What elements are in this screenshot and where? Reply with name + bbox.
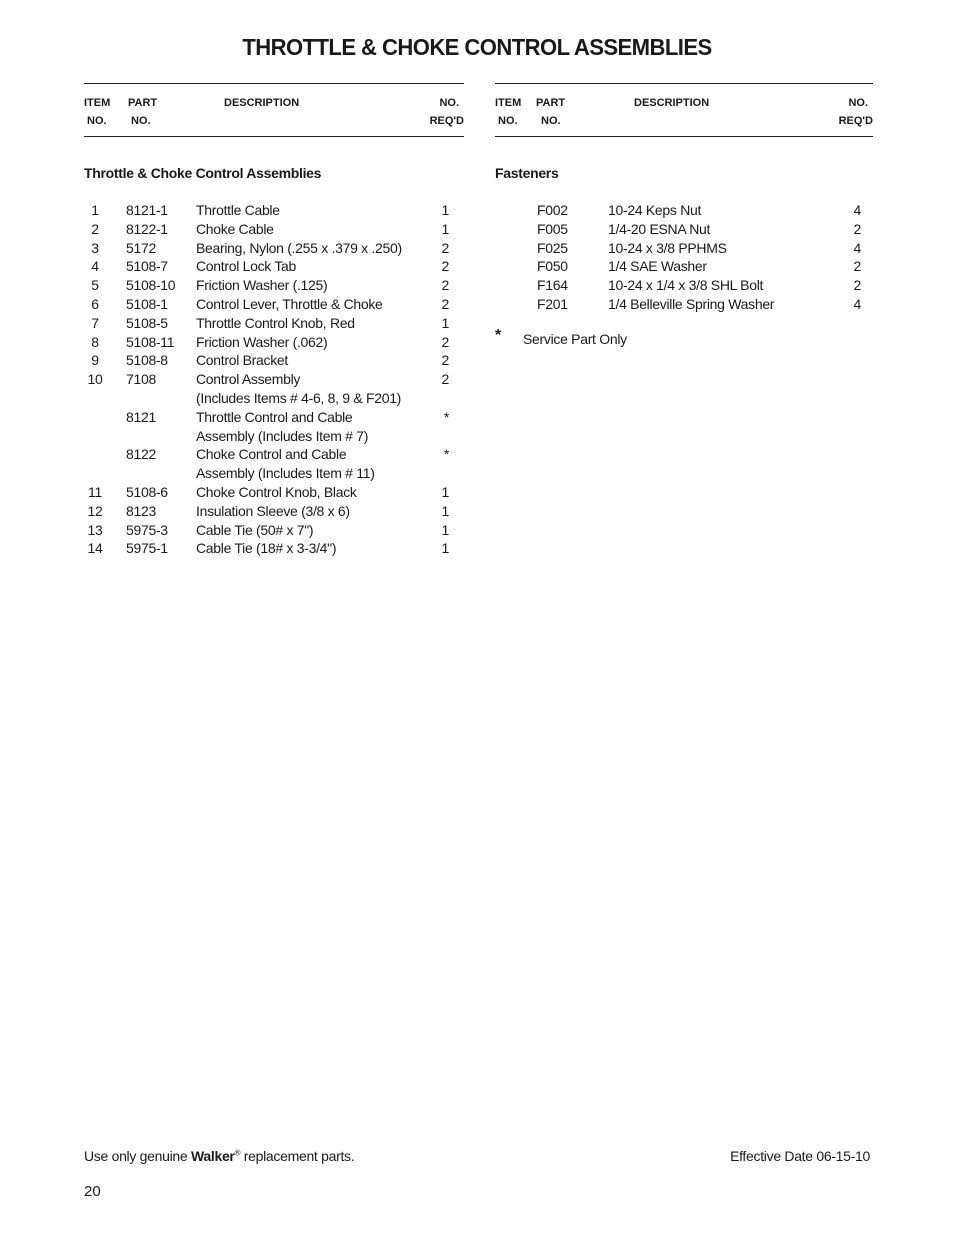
- table-row: [84, 351, 464, 370]
- part-description: [608, 239, 873, 258]
- item-number: 5: [91, 277, 99, 294]
- part-description: [196, 314, 464, 333]
- part-number: 8122-1: [126, 220, 168, 237]
- part-description: [196, 257, 464, 276]
- table-row: [84, 295, 464, 314]
- part-number: 5108-8: [126, 352, 168, 369]
- item-number: 2: [91, 220, 99, 237]
- item-number: 4: [91, 258, 99, 275]
- part-number: 7108: [126, 371, 156, 388]
- req-header-line2: REQ'D: [838, 115, 873, 127]
- description-line: Choke Control and Cable: [196, 446, 347, 463]
- quantity-required: 1: [441, 314, 449, 331]
- part-number: F002: [537, 202, 568, 218]
- part-description: [608, 220, 873, 239]
- description-line: Bearing, Nylon (.255 x .379 x .250): [196, 239, 402, 256]
- part-number: F025: [537, 239, 568, 256]
- table-row: [84, 408, 464, 446]
- part-header-line1: PART: [536, 97, 566, 109]
- effective-date: Effective Date 06-15-10: [730, 1148, 870, 1164]
- part-number: 5975-1: [126, 540, 168, 557]
- description-line: 1/4 Belleville Spring Washer: [608, 295, 775, 312]
- table-row: [84, 502, 464, 521]
- item-number: 9: [91, 352, 99, 369]
- part-description: [196, 201, 464, 220]
- part-description: [608, 201, 873, 220]
- part-number: 5108-7: [126, 258, 168, 275]
- table-row: [495, 257, 873, 276]
- quantity-required: 1: [441, 502, 449, 519]
- description-line: 1/4 SAE Washer: [608, 258, 707, 275]
- part-description: [196, 333, 464, 352]
- description-line: Friction Washer (.062): [196, 333, 328, 350]
- table-row: [84, 201, 464, 220]
- table-row: [84, 370, 464, 408]
- part-number: F164: [537, 277, 568, 294]
- item-number: 10: [87, 371, 103, 388]
- table-header: [84, 83, 464, 137]
- page-number: 20: [84, 1183, 101, 1200]
- part-number: 8123: [126, 502, 156, 519]
- description-line: (Includes Items # 4-6, 8, 9 & F201): [196, 389, 402, 406]
- quantity-required: *: [443, 446, 449, 463]
- req-header-line1: NO.: [439, 97, 459, 109]
- description-line: 10-24 x 1/4 x 3/8 SHL Bolt: [608, 277, 764, 294]
- part-description: [196, 220, 464, 239]
- description-line: Control Lever, Throttle & Choke: [196, 295, 383, 312]
- description-line: Throttle Control Knob, Red: [196, 314, 355, 331]
- part-description: [196, 239, 464, 258]
- part-number: 8121-1: [126, 202, 168, 218]
- footer-prefix: Use only genuine: [84, 1148, 188, 1164]
- table-row: [495, 239, 873, 258]
- table-row: [495, 276, 873, 295]
- table-row: [495, 295, 873, 314]
- item-number: 8: [91, 333, 99, 350]
- footer-note: [84, 1148, 354, 1164]
- part-description: [196, 445, 464, 483]
- service-part-text: Service Part Only: [523, 331, 627, 347]
- part-number: F201: [537, 295, 568, 312]
- part-description: [196, 370, 464, 408]
- table-row: [495, 220, 873, 239]
- item-number: 12: [87, 502, 103, 519]
- description-line: 1/4-20 ESNA Nut: [608, 220, 711, 237]
- table-row: [84, 257, 464, 276]
- quantity-required: 2: [441, 277, 449, 294]
- description-line: 10-24 x 3/8 PPHMS: [608, 239, 727, 256]
- description-line: Control Assembly: [196, 371, 301, 388]
- footer-suffix: replacement parts.: [243, 1148, 355, 1164]
- req-header-line1: NO.: [848, 97, 868, 109]
- table-row: [84, 220, 464, 239]
- part-number: 5108-6: [126, 483, 168, 500]
- table-row: [84, 314, 464, 333]
- table-row: [84, 445, 464, 483]
- item-number: 14: [87, 540, 103, 557]
- quantity-required: 4: [853, 239, 861, 256]
- description-line: Insulation Sleeve (3/8 x 6): [196, 502, 350, 519]
- table-row: [84, 539, 464, 558]
- part-description: [196, 295, 464, 314]
- part-number: 8122: [126, 446, 156, 463]
- item-number: 13: [87, 521, 103, 538]
- part-header-line1: PART: [128, 97, 158, 109]
- part-description: [196, 276, 464, 295]
- quantity-required: 2: [441, 352, 449, 369]
- right-fasteners-column: [495, 83, 873, 347]
- item-header-line1: ITEM: [84, 97, 111, 109]
- footer-brand: Walker: [190, 1148, 235, 1164]
- req-header-line2: REQ'D: [429, 115, 464, 127]
- fasteners-list: [495, 201, 873, 314]
- description-header: DESCRIPTION: [634, 97, 710, 109]
- left-parts-column: [84, 83, 464, 557]
- description-line: Control Lock Tab: [196, 258, 297, 275]
- item-header-line2: NO.: [498, 115, 518, 127]
- quantity-required: 2: [853, 220, 861, 237]
- item-number: 1: [91, 202, 99, 218]
- description-line: 10-24 Keps Nut: [608, 202, 702, 218]
- quantity-required: 1: [441, 521, 449, 538]
- part-number: 5108-11: [126, 333, 175, 350]
- description-line: Assembly (Includes Item # 11): [196, 465, 375, 482]
- part-description: [196, 521, 464, 540]
- part-header-line2: NO.: [131, 115, 151, 127]
- quantity-required: 1: [441, 540, 449, 557]
- quantity-required: 2: [853, 277, 861, 294]
- item-header-line1: ITEM: [495, 97, 522, 109]
- table-row: [84, 276, 464, 295]
- part-description: [196, 351, 464, 370]
- registered-mark: ®: [234, 1148, 241, 1158]
- section-title: Fasteners: [495, 165, 559, 181]
- quantity-required: 1: [441, 220, 449, 237]
- item-header-line2: NO.: [87, 115, 107, 127]
- part-number: F050: [537, 258, 568, 275]
- part-number: F005: [537, 220, 568, 237]
- section-title: Throttle & Choke Control Assemblies: [84, 165, 322, 181]
- description-line: Choke Cable: [196, 220, 274, 237]
- quantity-required: *: [443, 408, 449, 425]
- table-header: [495, 83, 873, 137]
- description-line: Cable Tie (18# x 3-3/4"): [196, 540, 337, 557]
- description-line: Choke Control Knob, Black: [196, 483, 357, 500]
- part-description: [196, 539, 464, 558]
- part-description: [608, 276, 873, 295]
- item-number: 6: [91, 295, 99, 312]
- quantity-required: 4: [853, 202, 861, 218]
- table-row: [84, 483, 464, 502]
- description-line: Control Bracket: [196, 352, 288, 369]
- part-number: 5108-5: [126, 314, 168, 331]
- part-header-line2: NO.: [541, 115, 561, 127]
- item-number: 3: [91, 239, 99, 256]
- description-line: Throttle Cable: [196, 202, 280, 218]
- quantity-required: 1: [441, 483, 449, 500]
- part-description: [608, 295, 873, 314]
- description-line: Friction Washer (.125): [196, 277, 328, 294]
- part-description: [608, 257, 873, 276]
- description-header: DESCRIPTION: [224, 97, 300, 109]
- description-line: Throttle Control and Cable: [196, 408, 353, 425]
- quantity-required: 2: [441, 258, 449, 275]
- quantity-required: 2: [441, 239, 449, 256]
- part-number: 5172: [126, 239, 156, 256]
- description-line: Assembly (Includes Item # 7): [196, 427, 369, 444]
- table-row: [84, 239, 464, 258]
- quantity-required: 4: [853, 295, 861, 312]
- part-description: [196, 502, 464, 521]
- table-row: [84, 521, 464, 540]
- asterisk-symbol: *: [495, 327, 501, 344]
- table-row: [495, 201, 873, 220]
- part-number: 8121: [126, 408, 156, 425]
- part-number: 5108-10: [126, 277, 176, 294]
- quantity-required: 2: [441, 295, 449, 312]
- part-description: [196, 483, 464, 502]
- part-number: 5108-1: [126, 295, 168, 312]
- quantity-required: 1: [441, 202, 449, 218]
- table-row: [84, 333, 464, 352]
- parts-list: [84, 201, 464, 558]
- quantity-required: 2: [441, 371, 449, 388]
- item-number: 7: [91, 314, 99, 331]
- item-number: 11: [88, 483, 102, 500]
- quantity-required: 2: [853, 258, 861, 275]
- description-line: Cable Tie (50# x 7"): [196, 521, 314, 538]
- quantity-required: 2: [441, 333, 449, 350]
- part-description: [196, 408, 464, 446]
- part-number: 5975-3: [126, 521, 168, 538]
- page-title: THROTTLE & CHOKE CONTROL ASSEMBLIES: [242, 34, 712, 60]
